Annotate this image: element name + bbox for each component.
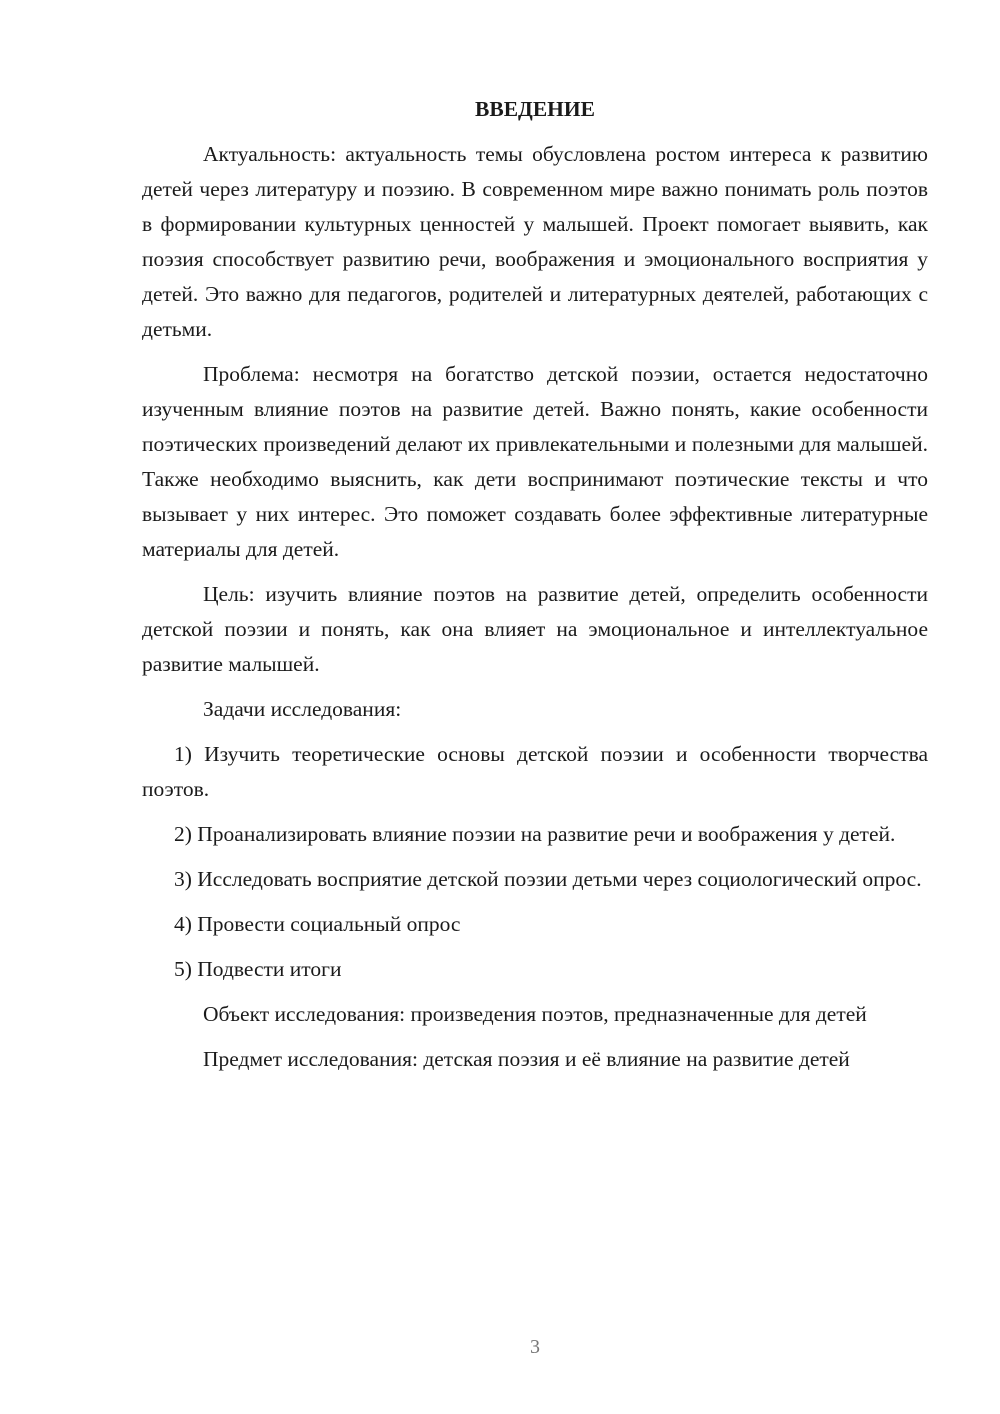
paragraph-goal: Цель: изучить влияние поэтов на развитие детей, определить особенности детской поэзии и понять, как она влияет на эмоциональное и интеллектуальное развитие малышей. bbox=[142, 582, 928, 676]
section-title: ВВЕДЕНИЕ bbox=[475, 97, 595, 121]
paragraph-relevance: Актуальность: актуальность темы обусловлена ростом интереса к развитию детей через литературу и поэзию. В современном мире важно понимать роль поэтов в формировании культурных ценностей у малышей. Проект помогает выявить, как поэзия способствует развитию речи, воображения и эмоционального восприятия у детей. Это важно для педагогов, родителей и литературных деятелей, работающих с детьми. bbox=[142, 142, 928, 341]
task-item: 3) Исследовать восприятие детской поэзии детьми через социологический опрос. bbox=[174, 867, 922, 891]
tasks-heading: Задачи исследования: bbox=[203, 697, 402, 721]
task-item: 1) Изучить теоретические основы детской поэзии и особенности творчества поэтов. bbox=[142, 742, 928, 801]
page-number: 3 bbox=[530, 1336, 540, 1358]
task-item: 2) Проанализировать влияние поэзии на развитие речи и воображения у детей. bbox=[174, 822, 896, 846]
task-item: 5) Подвести итоги bbox=[174, 957, 342, 981]
paragraph-problem: Проблема: несмотря на богатство детской поэзии, остается недостаточно изученным влияние поэтов на развитие детей. Важно понять, какие особенности поэтических произведений делают их привлекательными и полезными для малышей. Также необходимо выяснить, как дети воспринимают поэтические тексты и что вызывает у них интерес. Это поможет создавать более эффективные литературные материалы для детей. bbox=[142, 362, 928, 561]
paragraph-object: Объект исследования: произведения поэтов, предназначенные для детей bbox=[203, 1002, 867, 1026]
document-page bbox=[142, 92, 928, 1087]
paragraph-subject: Предмет исследования: детская поэзия и её влияние на развитие детей bbox=[203, 1047, 850, 1071]
task-item: 4) Провести социальный опрос bbox=[174, 912, 461, 936]
